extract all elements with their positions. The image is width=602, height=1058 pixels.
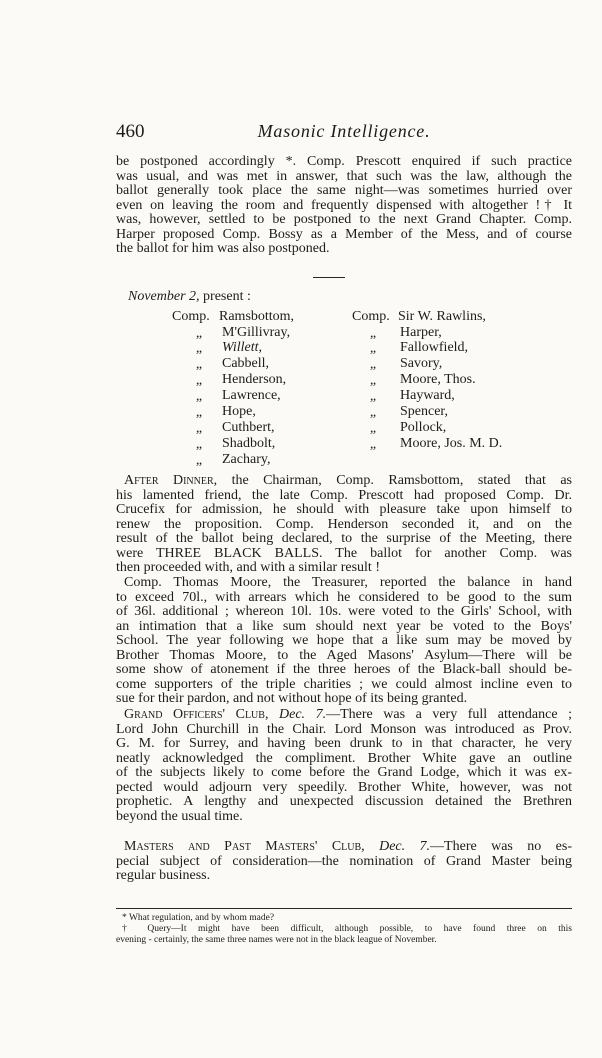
attendee-name: Sir W. Rawlins,	[398, 309, 486, 324]
text-line	[116, 474, 572, 489]
text-line: the ballot for him was also postponed.	[116, 242, 330, 256]
text-line: sue for their pardon, and not without hope of its being granted.	[116, 692, 468, 706]
attendee-name: M'Gillivray,	[222, 325, 291, 340]
text-line: even on leaving the room and frequently dispensed with altogether !† It	[116, 198, 572, 213]
ditto-mark: „	[195, 357, 203, 372]
ditto-mark: „	[369, 373, 377, 388]
right-column-prefix: Comp.	[352, 309, 390, 324]
text-line: beyond the usual time.	[116, 809, 243, 824]
ditto-mark: „	[195, 389, 203, 404]
footnote: * What regulation, and by whom made?	[122, 913, 275, 923]
text-line: G. M. for Surrey, and having been drunk to in that character, he very	[116, 737, 572, 751]
attendee-name: Hayward,	[400, 388, 455, 403]
text-line: Lord John Churchill in the Chair. Lord Monson was introduced as Prov.	[116, 722, 572, 737]
ditto-mark: „	[195, 326, 203, 341]
text-line: pecial subject of consideration—the nomination of Grand Master being	[116, 854, 572, 869]
text-line: was usual, and was met in answer, that such was the law, although the	[116, 169, 572, 184]
ditto-mark: „	[195, 341, 203, 356]
text-line: an intimation that a like sum should next year be voted to the Boys'	[116, 619, 572, 634]
text-line: of 36l. additional ; whereon 10l. 10s. were voted to the Girls' School, with	[116, 605, 572, 619]
text-line: renew the proposition. Comp. Henderson seconded it, and on the	[116, 517, 572, 532]
attendee-name: Pollock,	[400, 420, 447, 435]
running-title: Masonic Intelligence.	[257, 121, 431, 141]
footnote-divider	[116, 908, 572, 909]
left-column-prefix: Comp.	[172, 309, 210, 324]
attendee-name: Spencer,	[400, 404, 449, 419]
attendee-name: Zachary,	[222, 452, 271, 467]
attendee-name: Shadbolt,	[222, 436, 276, 451]
text-line: School. The year following we hope that a like sum may be moved by	[116, 634, 572, 648]
attendee-name: Lawrence,	[222, 388, 281, 403]
text-line: be postponed accordingly *. Comp. Prescott enquired if such practice	[116, 155, 572, 169]
ditto-mark: „	[195, 421, 203, 436]
attendee-name: Fallowfield,	[400, 340, 469, 355]
attendee-name: Henderson,	[222, 372, 287, 387]
footnote: † Query—It might have been difficult, although possible, to have found three on this	[122, 924, 572, 934]
ditto-mark: „	[369, 421, 377, 436]
grand-officers-paragraph	[116, 708, 572, 824]
ditto-mark: „	[195, 437, 203, 452]
page-number: 460	[116, 121, 145, 142]
section-lead: After Dinner,	[124, 474, 218, 488]
ditto-mark: „	[369, 326, 377, 341]
text-line: ballot generally took place the same night—was sometimes hurried over	[116, 184, 572, 198]
masters-club-paragraph	[116, 840, 572, 884]
text-line: regular business.	[116, 869, 211, 883]
text-line: pected would adjourn very speedily. Brother White, however, was not	[116, 780, 572, 795]
attendee-name: Ramsbottom,	[219, 309, 295, 324]
ditto-mark: „	[195, 373, 203, 388]
opening-paragraph	[116, 155, 572, 257]
text-line: was, however, settled to be postponed to the next Grand Chapter. Comp.	[116, 213, 572, 227]
ditto-mark: „	[369, 389, 377, 404]
text-line-rest: the Chairman, Comp. Ramsbottom, stated that as	[231, 474, 572, 488]
attendee-name: Moore, Thos.	[400, 372, 476, 387]
text-line: come supporters of the triple charities ; we could almost incline even to	[116, 677, 572, 692]
ditto-mark: „	[369, 437, 377, 452]
text-line	[116, 708, 572, 723]
page-header	[116, 121, 572, 145]
text-line: his lamented friend, the late Comp. Prescott had proposed Comp. Dr.	[116, 488, 572, 503]
ditto-mark: „	[195, 453, 203, 468]
attendee-name: Moore, Jos. M. D.	[400, 436, 503, 451]
text-line-rest: —There was no es-	[430, 840, 572, 854]
text-line: were THREE BLACK BALLS. The ballot for another Comp. was	[116, 546, 572, 561]
text-line: some show of atonement if the three heroes of the Black-ball should be-	[116, 663, 572, 677]
ditto-mark: „	[195, 405, 203, 420]
section-lead: Grand Officers' Club,	[124, 708, 269, 722]
footnotes	[116, 913, 572, 946]
text-line: Crucefix for admission, he should with pleasure take upon himself to	[116, 503, 572, 517]
text-line: Comp. Thomas Moore, the Treasurer, reported the balance in hand	[124, 576, 572, 590]
text-line: Brother Thomas Moore, to the Aged Masons' Asylum—There will be	[116, 648, 572, 663]
present-label: present :	[203, 289, 251, 304]
text-line: to exceed 70l., with arrears which he considered to be good to the sum	[116, 590, 572, 605]
text-line: neatly acknowledged the compliment. Brother White gave an outline	[116, 751, 572, 766]
footnote: evening - certainly, the same three names were not in the black league of November.	[116, 935, 437, 945]
section-divider	[313, 277, 345, 278]
meeting-date	[128, 289, 251, 305]
attendee-name: Cabbell,	[222, 356, 270, 371]
attendee-name: Savory,	[400, 356, 443, 371]
text-line	[116, 840, 572, 855]
text-line-rest: —There was a very full attendance ;	[326, 708, 572, 722]
ditto-mark: „	[369, 357, 377, 372]
ditto-mark: „	[369, 341, 377, 356]
section-lead: Masters and Past Masters' Club,	[124, 840, 365, 854]
treasurer-paragraph	[116, 576, 572, 707]
text-line: prophetic. A lengthy and unexpected discussion detained the Brethren	[116, 795, 572, 809]
text-line: then proceeded with, and with a similar result !	[116, 561, 380, 575]
section-date: Dec. 7.	[379, 840, 431, 854]
section-date: Dec. 7.	[279, 708, 327, 722]
meeting-date-label: November 2,	[128, 289, 200, 304]
text-line: Harper proposed Comp. Bossy as a Member of the Mess, and of course	[116, 227, 572, 242]
attendee-name: Willett,	[222, 340, 263, 355]
text-line: result of the ballot being declared, to the surprise of the Meeting, there	[116, 532, 572, 546]
attendee-name: Harper,	[400, 325, 442, 340]
after-dinner-paragraph	[116, 474, 572, 576]
text-line: of the subjects likely to come before the Grand Lodge, which it was ex-	[116, 766, 572, 780]
attendee-name: Hope,	[222, 404, 256, 419]
ditto-mark: „	[369, 405, 377, 420]
attendee-name: Cuthbert,	[222, 420, 275, 435]
